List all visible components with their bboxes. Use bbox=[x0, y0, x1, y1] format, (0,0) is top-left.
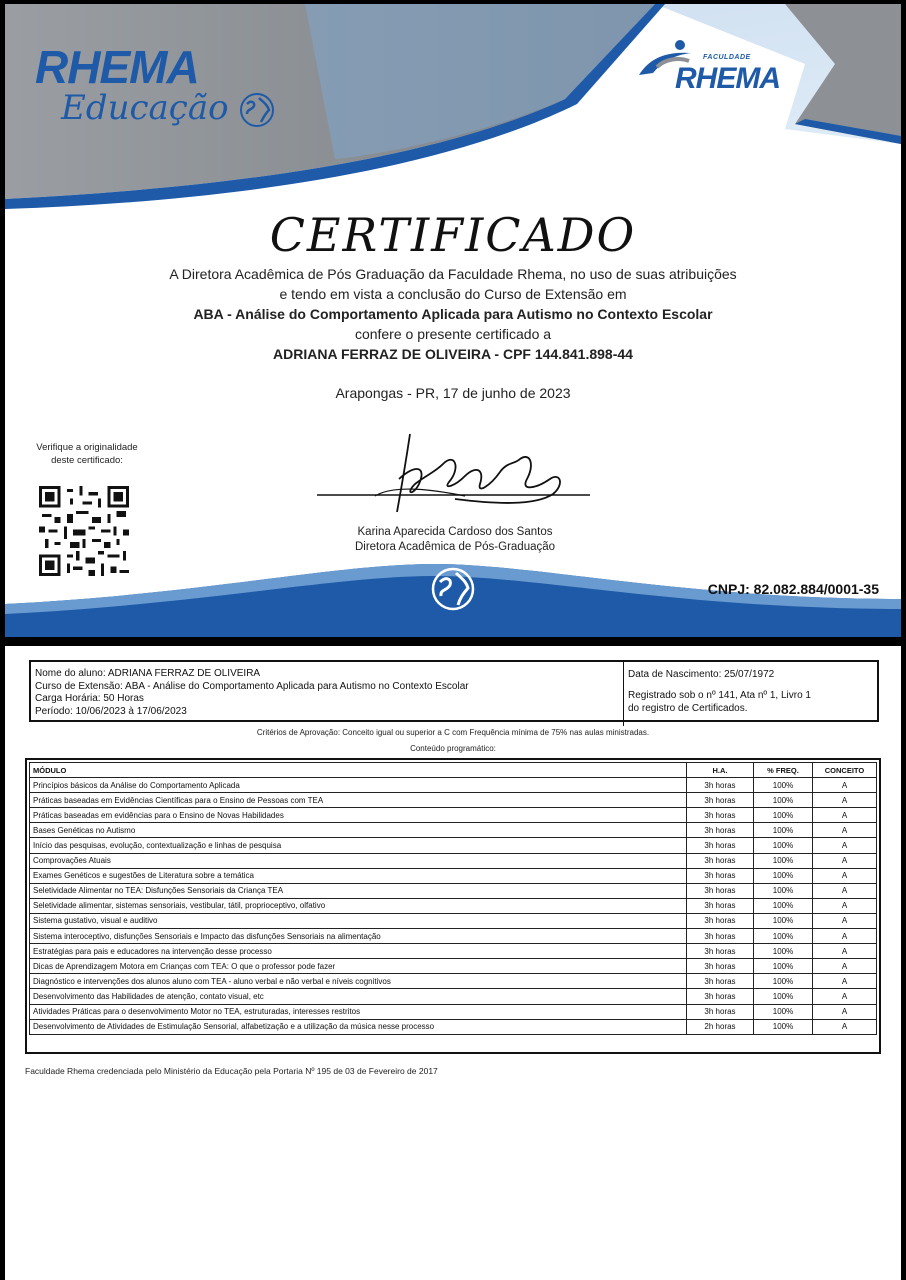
logo-educacao-word: Educação bbox=[61, 88, 229, 128]
modules-table bbox=[29, 762, 877, 1035]
frequency-cell: 100% bbox=[754, 823, 813, 838]
table-row bbox=[30, 929, 877, 944]
table-row bbox=[30, 989, 877, 1004]
birth-date: Data de Nascimento: 25/07/1972 bbox=[628, 669, 775, 680]
student-name: Nome do aluno: ADRIANA FERRAZ DE OLIVEIRA bbox=[35, 668, 261, 679]
rhema-educacao-logo bbox=[35, 41, 275, 128]
globe-icon bbox=[430, 566, 476, 612]
grade-cell: A bbox=[813, 929, 877, 944]
student-info-left bbox=[35, 668, 469, 718]
grade-cell: A bbox=[813, 913, 877, 928]
grade-cell: A bbox=[813, 1004, 877, 1019]
place-date: Arapongas - PR, 17 de junho de 2023 bbox=[335, 385, 571, 401]
table-row bbox=[30, 823, 877, 838]
table-row bbox=[30, 778, 877, 793]
grade-cell: A bbox=[813, 898, 877, 913]
cnpj-number: CNPJ: 82.082.884/0001-35 bbox=[707, 581, 879, 597]
header-freq: % FREQ. bbox=[754, 763, 813, 778]
frequency-cell: 100% bbox=[754, 883, 813, 898]
intro-line-2: e tendo em vista a conclusão do Curso de Extensão em bbox=[279, 286, 627, 302]
period: Período: 10/06/2023 à 17/06/2023 bbox=[35, 705, 187, 717]
frequency-cell: 100% bbox=[754, 989, 813, 1004]
hours-cell: 3h horas bbox=[687, 898, 754, 913]
header-ha: H.A. bbox=[687, 763, 754, 778]
table-row bbox=[30, 959, 877, 974]
globe-icon bbox=[239, 92, 275, 128]
frequency-cell: 100% bbox=[754, 778, 813, 793]
faculdade-rhema-logo bbox=[635, 34, 805, 94]
hours-cell: 3h horas bbox=[687, 823, 754, 838]
module-cell: Sistema gustativo, visual e auditivo bbox=[30, 913, 687, 928]
logo-educacao-text bbox=[61, 90, 275, 128]
hours-cell: 3h horas bbox=[687, 944, 754, 959]
hours-cell: 3h horas bbox=[687, 808, 754, 823]
table-row bbox=[30, 883, 877, 898]
module-cell: Desenvolvimento das Habilidades de atenção, contato visual, etc bbox=[30, 989, 687, 1004]
qr-code[interactable] bbox=[39, 486, 129, 576]
table-row bbox=[30, 898, 877, 913]
hours-cell: 3h horas bbox=[687, 974, 754, 989]
module-cell: Exames Genéticos e sugestões de Literatura sobre a temática bbox=[30, 868, 687, 883]
hours-cell: 3h horas bbox=[687, 1004, 754, 1019]
module-cell: Comprovações Atuais bbox=[30, 853, 687, 868]
hours-cell: 3h horas bbox=[687, 838, 754, 853]
approval-criteria: Critérios de Aprovação: Conceito igual ou superior a C com Frequência mínima de 75% nas aulas ministradas. bbox=[256, 728, 650, 737]
grade-cell: A bbox=[813, 959, 877, 974]
grade-cell: A bbox=[813, 944, 877, 959]
hours-cell: 3h horas bbox=[687, 853, 754, 868]
verify-text bbox=[27, 441, 147, 467]
content-label: Conteúdo programático: bbox=[410, 744, 496, 753]
recipient-name: ADRIANA FERRAZ DE OLIVEIRA - CPF 144.841.898-44 bbox=[273, 346, 633, 362]
module-cell: Início das pesquisas, evolução, contextualização e linhas de pesquisa bbox=[30, 838, 687, 853]
grade-cell: A bbox=[813, 793, 877, 808]
frequency-cell: 100% bbox=[754, 868, 813, 883]
registry-line-2: do registro de Certificados. bbox=[628, 703, 748, 714]
frequency-cell: 100% bbox=[754, 974, 813, 989]
module-cell: Diagnóstico e intervenções dos alunos aluno com TEA - aluno verbal e não verbal e níveis cognitivos bbox=[30, 974, 687, 989]
course-name: ABA - Análise do Comportamento Aplicada para Autismo no Contexto Escolar bbox=[193, 306, 713, 322]
module-cell: Seletividade Alimentar no TEA: Disfunções Sensoriais da Criança TEA bbox=[30, 883, 687, 898]
grade-cell: A bbox=[813, 823, 877, 838]
hours-cell: 3h horas bbox=[687, 989, 754, 1004]
verify-line-2: deste certificado: bbox=[51, 455, 123, 466]
certificate-title: CERTIFICADO bbox=[269, 208, 637, 262]
logo-rhema-right-text: RHEMA bbox=[675, 62, 780, 95]
verify-line-1: Verifique a originalidade bbox=[36, 442, 138, 453]
table-row bbox=[30, 853, 877, 868]
frequency-cell: 100% bbox=[754, 959, 813, 974]
student-info-box bbox=[29, 660, 879, 722]
header-grade: CONCEITO bbox=[813, 763, 877, 778]
intro-line-1: A Diretora Acadêmica de Pós Graduação da Faculdade Rhema, no uso de suas atribuições bbox=[169, 266, 737, 282]
accreditation-footer: Faculdade Rhema credenciada pelo Ministério da Educação pela Portaria Nº 195 de 03 de Fevereiro de 2017 bbox=[25, 1066, 438, 1076]
grade-cell: A bbox=[813, 974, 877, 989]
table-row bbox=[30, 793, 877, 808]
hours-cell: 3h horas bbox=[687, 913, 754, 928]
hours-cell: 3h horas bbox=[687, 959, 754, 974]
frequency-cell: 100% bbox=[754, 913, 813, 928]
course-line: Curso de Extensão: ABA - Análise do Comportamento Aplicada para Autismo no Contexto Escolar bbox=[35, 680, 469, 692]
intro-line-3: confere o presente certificado a bbox=[354, 326, 552, 342]
hours-cell: 3h horas bbox=[687, 793, 754, 808]
module-cell: Atividades Práticas para o desenvolvimento Motor no TEA, estruturadas, interesses restritos bbox=[30, 1004, 687, 1019]
frequency-cell: 100% bbox=[754, 929, 813, 944]
workload: Carga Horária: 50 Horas bbox=[35, 693, 144, 704]
logo-rhema-text: RHEMA bbox=[35, 41, 199, 93]
certificate-page bbox=[5, 4, 901, 637]
student-info-right bbox=[623, 662, 811, 726]
table-row bbox=[30, 974, 877, 989]
module-cell: Práticas baseadas em evidências para o Ensino de Novas Habilidades bbox=[30, 808, 687, 823]
table-row bbox=[30, 1004, 877, 1019]
record-page bbox=[5, 646, 901, 1280]
grade-cell: A bbox=[813, 808, 877, 823]
signer-role: Diretora Acadêmica de Pós-Graduação bbox=[354, 541, 556, 553]
frequency-cell: 100% bbox=[754, 853, 813, 868]
frequency-cell: 100% bbox=[754, 808, 813, 823]
grade-cell: A bbox=[813, 989, 877, 1004]
hours-cell: 3h horas bbox=[687, 929, 754, 944]
hours-cell: 2h horas bbox=[687, 1019, 754, 1034]
module-cell: Bases Genéticas no Autismo bbox=[30, 823, 687, 838]
module-cell: Estratégias para pais e educadores na intervenção desse processo bbox=[30, 944, 687, 959]
grade-cell: A bbox=[813, 853, 877, 868]
module-cell: Dicas de Aprendizagem Motora em Crianças com TEA: O que o professor pode fazer bbox=[30, 959, 687, 974]
signature-image bbox=[315, 424, 595, 524]
grade-cell: A bbox=[813, 883, 877, 898]
hours-cell: 3h horas bbox=[687, 778, 754, 793]
header-module: MÓDULO bbox=[30, 763, 687, 778]
frequency-cell: 100% bbox=[754, 898, 813, 913]
module-cell: Seletividade alimentar, sistemas sensoriais, vestibular, tátil, proprioceptivo, olfativo bbox=[30, 898, 687, 913]
module-cell: Princípios básicos da Análise do Comportamento Aplicada bbox=[30, 778, 687, 793]
grade-cell: A bbox=[813, 838, 877, 853]
grade-cell: A bbox=[813, 778, 877, 793]
frequency-cell: 100% bbox=[754, 1019, 813, 1034]
table-row bbox=[30, 808, 877, 823]
frequency-cell: 100% bbox=[754, 1004, 813, 1019]
table-row bbox=[30, 1019, 877, 1034]
module-cell: Desenvolvimento de Atividades de Estimulação Sensorial, alfabetização e a utilização da música nesse processo bbox=[30, 1019, 687, 1034]
frequency-cell: 100% bbox=[754, 944, 813, 959]
grade-cell: A bbox=[813, 1019, 877, 1034]
logo-faculdade-text: FACULDADE bbox=[703, 54, 751, 61]
hours-cell: 3h horas bbox=[687, 868, 754, 883]
module-cell: Sistema interoceptivo, disfunções Sensoriais e Impacto das disfunções Sensoriais na alimentação bbox=[30, 929, 687, 944]
table-header-row bbox=[30, 763, 877, 778]
table-row bbox=[30, 838, 877, 853]
grade-cell: A bbox=[813, 868, 877, 883]
table-row bbox=[30, 868, 877, 883]
table-row bbox=[30, 913, 877, 928]
hours-cell: 3h horas bbox=[687, 883, 754, 898]
modules-table-frame bbox=[25, 758, 881, 1054]
table-row bbox=[30, 944, 877, 959]
frequency-cell: 100% bbox=[754, 838, 813, 853]
signer-name: Karina Aparecida Cardoso dos Santos bbox=[357, 526, 553, 538]
registry-line-1: Registrado sob o nº 141, Ata nº 1, Livro 1 bbox=[628, 690, 811, 701]
module-cell: Práticas baseadas em Evidências Científicas para o Ensino de Pessoas com TEA bbox=[30, 793, 687, 808]
frequency-cell: 100% bbox=[754, 793, 813, 808]
